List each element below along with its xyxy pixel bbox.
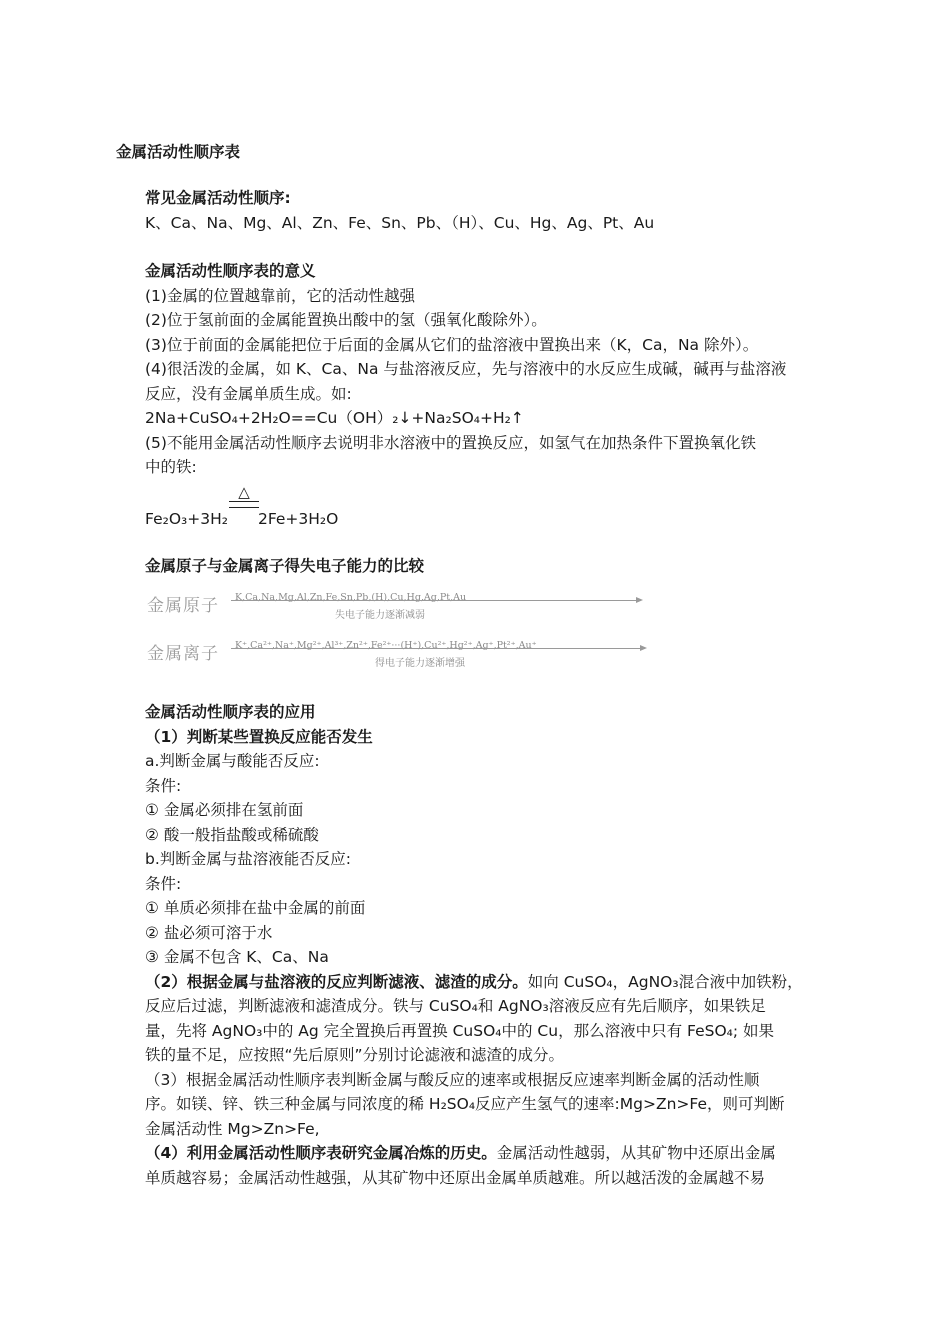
application-2-heading: （2）根据金属与盐溶液的反应判断滤液、滤渣的成分。 bbox=[145, 972, 528, 991]
application-3-line3: 金属活动性 Mg>Zn>Fe, bbox=[145, 1119, 320, 1138]
electron-ability-figure bbox=[145, 586, 825, 686]
atom-row-arrow-icon bbox=[231, 600, 641, 601]
meaning-point-1: (1)金属的位置越靠前，它的活动性越强 bbox=[145, 286, 415, 305]
application-2-line2: 反应后过滤，判断滤液和滤渣成分。铁与 CuSO₄和 AgNO₃溶液反应有先后顺序，如果铁足 bbox=[145, 997, 766, 1015]
document-body bbox=[145, 186, 825, 1190]
heating-condition-symbol: △ bbox=[238, 482, 250, 501]
application-b-item-2: ② 盐必须可溶于水 bbox=[145, 923, 273, 942]
ion-row-sequence: K⁺,Ca²⁺,Na⁺,Mg²⁺,Al³⁺,Zn²⁺,Fe²⁺···(H⁺),Cu²⁺,Hg²⁺,Ag⁺,Pt²⁺,Au⁺ bbox=[235, 640, 537, 651]
application-2-line4: 铁的量不足，应按照“先后原则”分别讨论滤液和滤渣的成分。 bbox=[145, 1046, 565, 1064]
meaning-point-5-line1: (5)不能用金属活动性顺序去说明非水溶液中的置换反应，如氢气在加热条件下置换氧化铁 bbox=[145, 433, 756, 452]
application-b-item-3: ③ 金属不包含 K、Ca、Na bbox=[145, 948, 329, 966]
equation-left: Fe₂O₃+3H₂ bbox=[145, 509, 228, 528]
application-4-heading: （4）利用金属活动性顺序表研究金属冶炼的历史。 bbox=[145, 1144, 497, 1162]
page-title: 金属活动性顺序表 bbox=[116, 143, 241, 161]
metal-order-line: K、Ca、Na、Mg、Al、Zn、Fe、Sn、Pb、（H）、Cu、Hg、Ag、Pt、Au bbox=[145, 213, 655, 232]
atom-row-caption: 失电子能力逐渐减弱 bbox=[335, 610, 425, 621]
application-a-item-1: ① 金属必须排在氢前面 bbox=[145, 801, 304, 819]
application-b-condition: 条件: bbox=[145, 874, 182, 893]
ion-row-label: 金属离子 bbox=[147, 644, 219, 664]
application-3-line1: （3）根据金属活动性顺序表判断金属与酸反应的速率或根据反应速率判断金属的活动性顺 bbox=[145, 1070, 760, 1089]
equation-iron-oxide bbox=[145, 480, 825, 538]
application-sub-1: （1）判断某些置换反应能否发生 bbox=[145, 727, 373, 746]
application-b: b.判断金属与盐溶液能否反应: bbox=[145, 850, 351, 868]
meaning-point-3: (3)位于前面的金属能把位于后面的金属从它们的盐溶液中置换出来（K，Ca，Na 除外）。 bbox=[145, 335, 759, 354]
section-heading-meaning: 金属活动性顺序表的意义 bbox=[145, 262, 316, 280]
section-heading-electron-comparison: 金属原子与金属离子得失电子能力的比较 bbox=[145, 556, 425, 575]
application-a-condition: 条件: bbox=[145, 776, 182, 795]
meaning-point-5-line2: 中的铁: bbox=[145, 458, 197, 476]
atom-row bbox=[145, 588, 655, 628]
meaning-point-4-line2: 反应，没有金属单质生成。如: bbox=[145, 384, 352, 403]
application-3-line2: 序。如镁、锌、铁三种金属与同浓度的稀 H₂SO₄反应产生氢气的速率:Mg>Zn>Fe，则可判断 bbox=[145, 1095, 785, 1113]
section-heading-common-order: 常见金属活动性顺序: bbox=[145, 189, 291, 207]
application-2-line3: 量，先将 AgNO₃中的 Ag 完全置换后再置换 CuSO₄中的 Cu，那么溶液中只有 FeSO₄; 如果 bbox=[145, 1021, 775, 1040]
application-4-line1: （4）利用金属活动性顺序表研究金属冶炼的历史。金属活动性越弱，从其矿物中还原出金属 bbox=[145, 1144, 776, 1162]
meaning-point-2: (2)位于氢前面的金属能置换出酸中的氢（强氧化酸除外）。 bbox=[145, 311, 547, 329]
application-4-line2: 单质越容易；金属活动性越强，从其矿物中还原出金属单质越难。所以越活泼的金属越不易 bbox=[145, 1168, 766, 1187]
ion-row-arrow-icon bbox=[231, 648, 645, 649]
section-heading-application: 金属活动性顺序表的应用 bbox=[145, 703, 316, 721]
atom-row-sequence: K,Ca,Na,Mg,Al,Zn,Fe,Sn,Pb,(H),Cu,Hg,Ag,Pt,Au bbox=[235, 592, 467, 603]
application-2-line1: （2）根据金属与盐溶液的反应判断滤液、滤渣的成分。如向 CuSO₄，AgNO₃混合液中加铁粉， bbox=[145, 972, 803, 991]
application-b-item-1: ① 单质必须排在盐中金属的前面 bbox=[145, 899, 366, 917]
application-a: a.判断金属与酸能否反应: bbox=[145, 752, 320, 770]
application-a-item-2: ② 酸一般指盐酸或稀硫酸 bbox=[145, 825, 319, 844]
ion-row bbox=[145, 636, 655, 676]
ion-row-caption: 得电子能力逐渐增强 bbox=[375, 658, 465, 669]
equation-sodium: 2Na+CuSO₄+2H₂O==Cu（OH）₂↓+Na₂SO₄+H₂↑ bbox=[145, 409, 524, 427]
atom-row-label: 金属原子 bbox=[147, 596, 219, 616]
meaning-point-4-line1: (4)很活泼的金属，如 K、Ca、Na 与盐溶液反应，先与溶液中的水反应生成碱，碱再与盐溶液 bbox=[145, 360, 787, 378]
equation-right: 2Fe+3H₂O bbox=[257, 509, 339, 528]
